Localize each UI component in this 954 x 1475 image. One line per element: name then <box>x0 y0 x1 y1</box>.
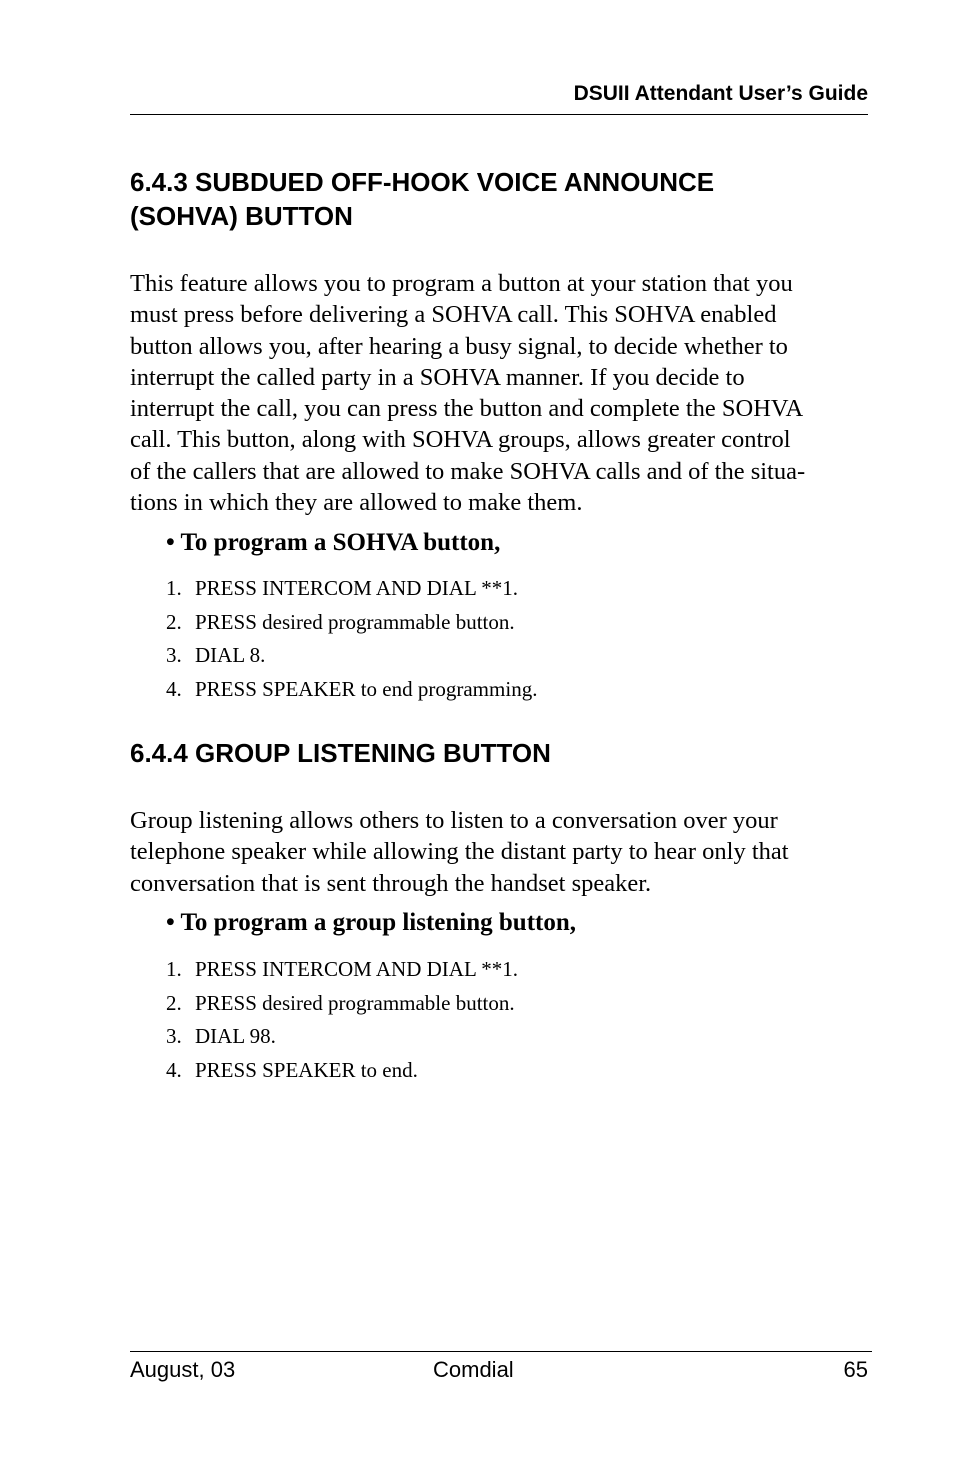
step-number: 1. <box>166 576 182 600</box>
step-text: PRESS SPEAKER to end programming. <box>195 677 538 702</box>
page-header <box>130 80 868 115</box>
step-number: 4. <box>166 1058 182 1083</box>
paragraph-line: interrupt the called party in a SOHVA manner. If you decide to <box>130 363 745 391</box>
page-footer <box>130 1351 872 1392</box>
paragraph-line: tions in which they are allowed to make them. <box>130 489 583 517</box>
group-listening-description <box>130 805 870 899</box>
list-item <box>166 990 518 1024</box>
list-item <box>166 676 537 710</box>
step-number: 4. <box>166 677 182 702</box>
sohva-steps-list <box>166 575 537 710</box>
group-listening-steps-list <box>166 956 518 1091</box>
step-text: PRESS desired programmable button. <box>195 609 515 634</box>
header-title: DSUII Attendant User’s Guide <box>573 82 868 105</box>
step-number: 3. <box>166 1024 182 1049</box>
paragraph-line: button allows you, after hearing a busy signal, to decide whether to <box>130 332 788 360</box>
paragraph-line: call. This button, along with SOHVA groups, allows greater control <box>130 426 791 454</box>
paragraph-line: interrupt the call, you can press the button and complete the SOHVA <box>130 395 804 423</box>
heading-line: 6.4.4 GROUP LISTENING BUTTON <box>130 738 551 768</box>
step-number: 2. <box>166 990 182 1015</box>
step-text: DIAL 8. <box>195 643 266 668</box>
paragraph-line: This feature allows you to program a button at your station that you <box>130 270 793 297</box>
footer-date: August, 03 <box>130 1357 236 1382</box>
section-heading-sohva <box>130 165 868 233</box>
list-item <box>166 609 537 643</box>
step-text: PRESS INTERCOM AND DIAL **1. <box>195 576 518 600</box>
step-number: 2. <box>166 609 182 634</box>
list-item <box>166 642 537 676</box>
heading-line: 6.4.3 SUBDUED OFF-HOOK VOICE ANNOUNCE <box>130 167 715 197</box>
list-item <box>166 575 537 609</box>
bullet-program-group-listening: • To program a group listening button, <box>166 909 577 936</box>
step-text: PRESS SPEAKER to end. <box>195 1058 418 1083</box>
paragraph-line: conversation that is sent through the handset speaker. <box>130 869 652 897</box>
step-text: PRESS INTERCOM AND DIAL **1. <box>195 957 518 981</box>
step-text: DIAL 98. <box>195 1024 276 1049</box>
list-item <box>166 1057 518 1091</box>
step-number: 3. <box>166 643 182 668</box>
sohva-description <box>130 268 870 518</box>
section-heading-group-listening <box>130 736 868 770</box>
step-text: PRESS desired programmable button. <box>195 990 515 1015</box>
paragraph-line: Group listening allows others to listen to a conversation over your <box>130 807 778 834</box>
step-number: 1. <box>166 957 182 981</box>
heading-line: (SOHVA) BUTTON <box>130 201 353 231</box>
paragraph-line: of the callers that are allowed to make SOHVA calls and of the situa- <box>130 457 806 485</box>
bullet-program-sohva: • To program a SOHVA button, <box>166 529 501 556</box>
list-item <box>166 956 518 990</box>
list-item <box>166 1023 518 1057</box>
paragraph-line: must press before delivering a SOHVA call. This SOHVA enabled <box>130 301 777 329</box>
footer-page-number: 65 <box>843 1357 868 1382</box>
footer-company: Comdial <box>433 1357 514 1382</box>
paragraph-line: telephone speaker while allowing the distant party to hear only that <box>130 838 789 866</box>
